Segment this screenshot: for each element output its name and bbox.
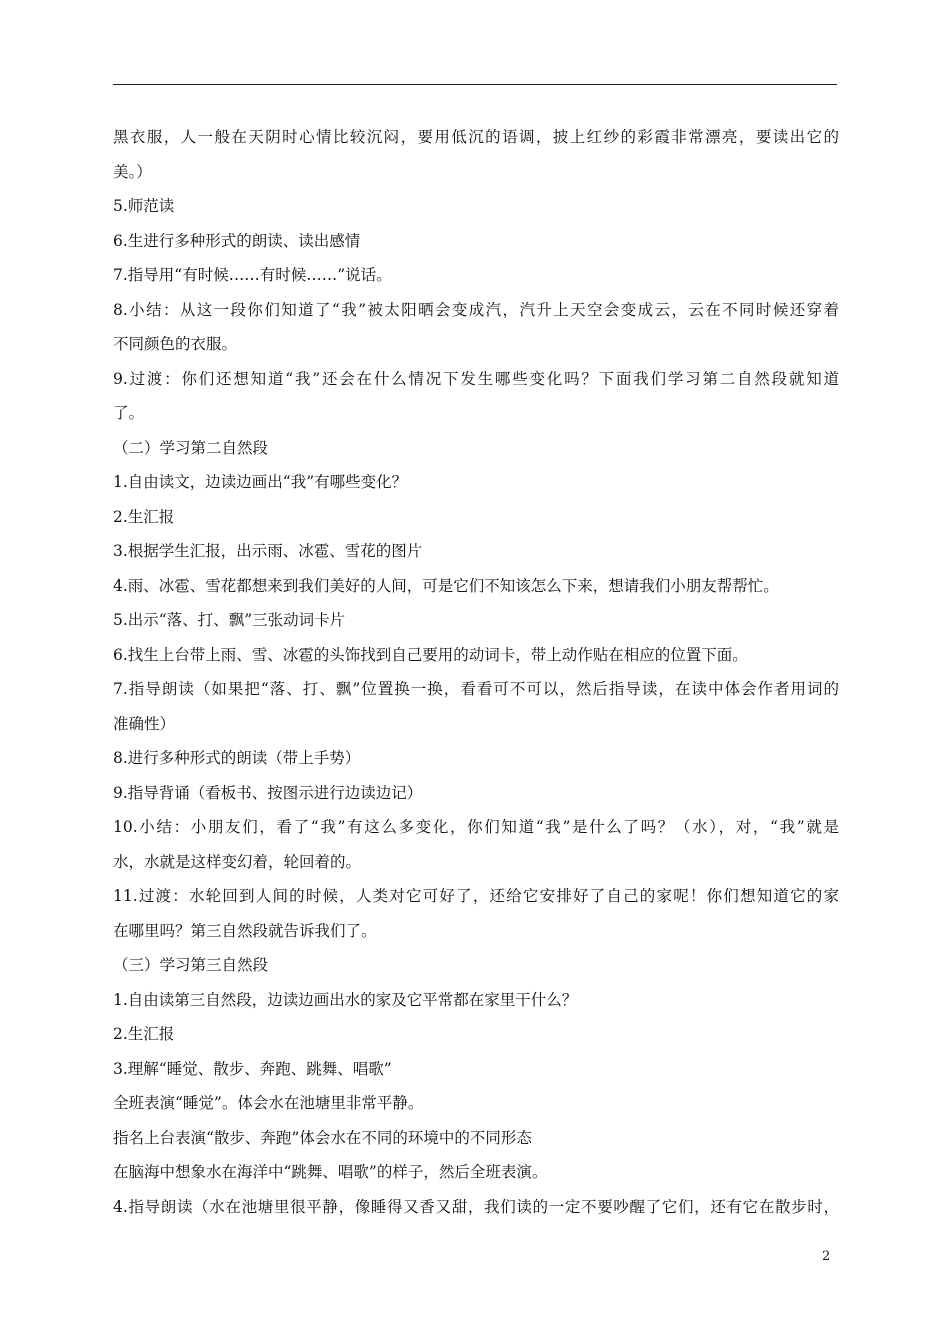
paragraph-line: 11.过渡：水轮回到人间的时候，人类对它可好了，还给它安排好了自己的家呢！你们想知道它的家 [113, 887, 839, 905]
paragraph-line: 1.自由读文，边读边画出“我”有哪些变化？ [113, 473, 408, 491]
paragraph-line: 5.出示“落、打、飘”三张动词卡片 [113, 611, 346, 629]
paragraph-line: 8.小结：从这一段你们知道了“我”被太阳晒会变成汽，汽升上天空会变成云，云在不同时候还穿着 [113, 300, 839, 319]
paragraph-line: 水，水就是这样变幻着，轮回着的。 [113, 852, 362, 871]
paragraph-line: 7.指导朗读（如果把“落、打、飘”位置换一换，看看可不可以，然后指导读，在读中体会作者用词的 [113, 680, 839, 698]
page-number: 2 [822, 1249, 831, 1264]
paragraph-line: 2.生汇报 [113, 1025, 175, 1043]
paragraph-line: 5.师范读 [113, 197, 175, 215]
paragraph-line: 全班表演“睡觉”。体会水在池塘里非常平静。 [113, 1094, 424, 1112]
paragraph-line: 了。 [113, 404, 145, 422]
section-heading: （三）学习第三自然段 [113, 956, 269, 974]
header-rule [113, 84, 837, 85]
paragraph-line: 6.生进行多种形式的朗读、读出感情 [113, 231, 361, 250]
paragraph-line: 9.指导背诵（看板书、按图示进行边读边记） [113, 783, 423, 802]
paragraph-line: 4.指导朗读（水在池塘里很平静，像睡得又香又甜，我们读的一定不要吵醒了它们，还有它在散步时， [113, 1197, 839, 1216]
section-heading: （二）学习第二自然段 [113, 438, 269, 457]
paragraph-line: 准确性） [113, 714, 176, 733]
paragraph-line: 在哪里吗？第三自然段就告诉我们了。 [113, 921, 377, 940]
paragraph-line: 3.理解“睡觉、散步、奔跑、跳舞、唱歌” [113, 1059, 392, 1078]
paragraph-line: 指名上台表演“散步、奔跑”体会水在不同的环境中的不同形态 [113, 1128, 532, 1147]
paragraph-line: 4.雨、冰雹、雪花都想来到我们美好的人间，可是它们不知该怎么下来，想请我们小朋友帮帮忙。 [113, 576, 779, 595]
paragraph-line: 1.自由读第三自然段，边读边画出水的家及它平常都在家里干什么？ [113, 990, 578, 1009]
document-body [113, 120, 839, 1224]
paragraph-line: 黑衣服，人一般在天阴时心情比较沉闷，要用低沉的语调，披上红纱的彩霞非常漂亮，要读出它的 [113, 128, 839, 146]
paragraph-line: 10.小结：小朋友们，看了“我”有这么多变化，你们知道“我”是什么了吗？（水），对，“我”就是 [113, 818, 839, 836]
paragraph-line: 不同颜色的衣服。 [113, 335, 238, 353]
paragraph-line: 2.生汇报 [113, 507, 175, 526]
paragraph-line: 3.根据学生汇报，出示雨、冰雹、雪花的图片 [113, 542, 423, 560]
paragraph-line: 9.过渡：你们还想知道“我”还会在什么情况下发生哪些变化吗？下面我们学习第二自然段就知道 [113, 369, 839, 388]
paragraph-line: 8.进行多种形式的朗读（带上手势） [113, 749, 361, 767]
paragraph-line: 6.找生上台带上雨、雪、冰雹的头饰找到自己要用的动词卡，带上动作贴在相应的位置下面。 [113, 645, 748, 664]
paragraph-line: 7.指导用“有时候……有时候……”说话。 [113, 266, 392, 284]
paragraph-line: 美。） [113, 162, 152, 181]
paragraph-line: 在脑海中想象水在海洋中“跳舞、唱歌”的样子，然后全班表演。 [113, 1163, 548, 1181]
